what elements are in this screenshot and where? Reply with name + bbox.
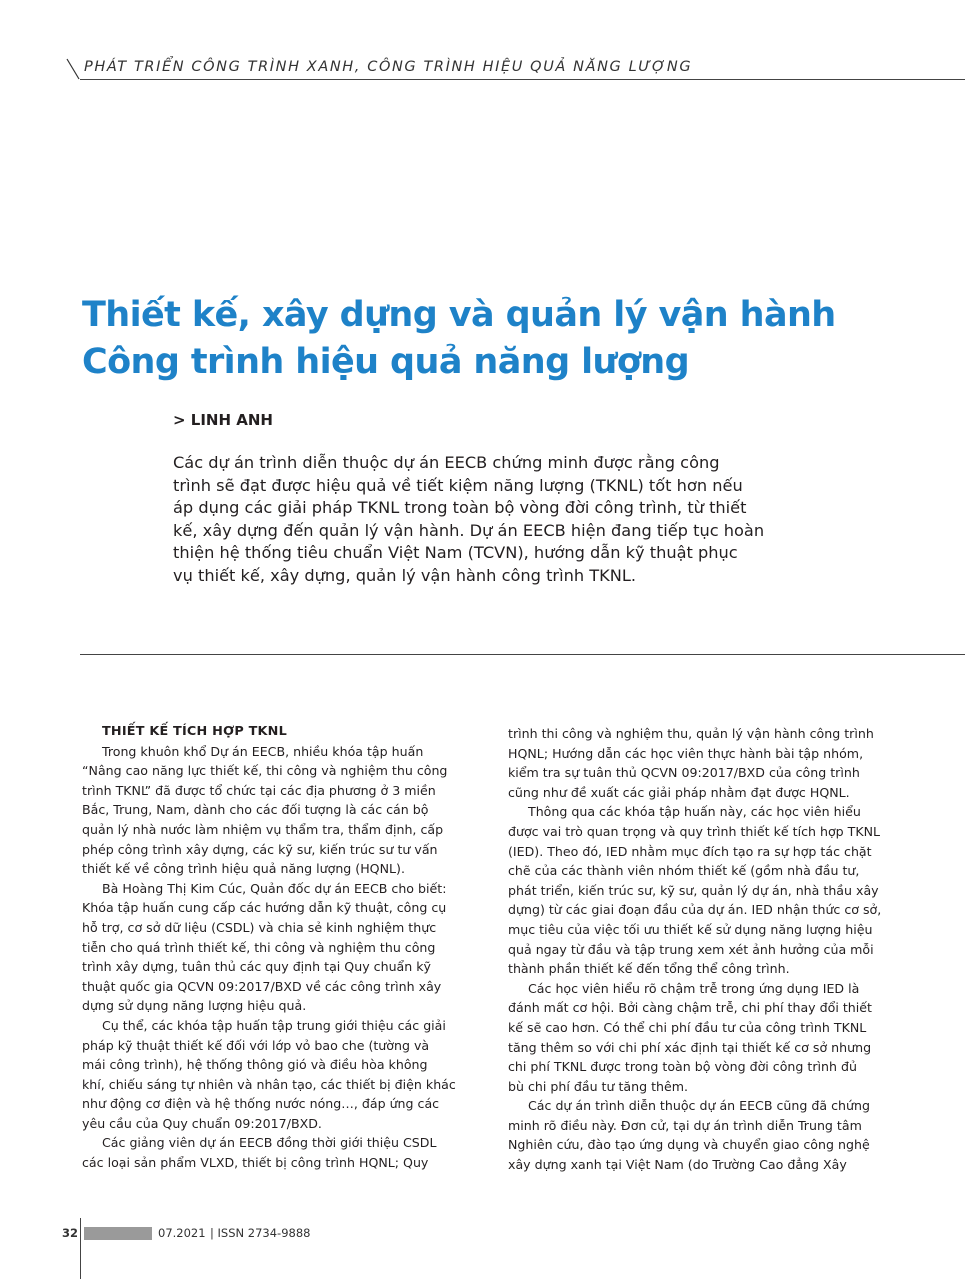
body-line: cũng như đề xuất các giải pháp nhằm đạt được HQNL. [508,784,850,800]
body-line: bù chi phí đầu tư tăng thêm. [508,1078,689,1094]
article-title [82,292,942,386]
body-line: quả ngay từ đầu và tập trung xem xét ảnh hưởng của mỗi [508,941,874,957]
body-line: HQNL; Hướng dẫn các học viên thực hành bài tập nhóm, [508,745,864,761]
title-line: Thiết kế, xây dựng và quản lý vận hành [82,295,836,335]
lead-line: kế, xây dựng đến quản lý vận hành. Dự án EECB hiện đang tiếp tục hoàn [173,520,765,540]
body-line: Bà Hoàng Thị Kim Cúc, Quản đốc dự án EECB cho biết: [102,880,447,896]
lead-line: trình sẽ đạt được hiệu quả về tiết kiệm năng lượng (TKNL) tốt hơn nếu [173,475,743,495]
body-line: các loại sản phẩm VLXD, thiết bị công trình HQNL; Quy [82,1155,429,1171]
section-heading: THIẾT KẾ TÍCH HỢP TKNL [102,724,287,739]
body-line: thuật quốc gia QCVN 09:2017/BXD về các công trình xây [82,978,442,994]
body-line: chẽ của các thành viên nhóm thiết kế (gồm nhà đầu tư, [508,863,860,879]
body-line: Thông qua các khóa tập huấn này, các học viên hiểu [528,804,861,820]
body-line: Bắc, Trung, Nam, dành cho các đối tượng là các cán bộ [82,802,429,818]
body-line: kế sẽ cao hơn. Có thể chi phí đầu tư của công trình TKNL [508,1019,867,1035]
body-line: (IED). Theo đó, IED nhằm mục đích tạo ra sự hợp tác chặt [508,843,872,859]
body-line: được vai trò quan trọng và quy trình thiết kế tích hợp TKNL [508,823,881,839]
body-line: Nghiên cứu, đào tạo ứng dụng và chuyển giao công nghệ [508,1137,870,1153]
body-line: phát triển, kiến trúc sư, kỹ sư, quản lý dự án, nhà thầu xây [508,882,879,898]
body-line: Cụ thể, các khóa tập huấn tập trung giới thiệu các giải [102,1017,446,1033]
body-line: trình TKNL” đã được tổ chức tại các địa phương ở 3 miền [82,782,436,798]
header-slash-mark [66,58,80,80]
body-line: thành phần thiết kế đến tổng thể công trình. [508,961,790,977]
body-line: Các dự án trình diễn thuộc dự án EECB cũng đã chứng [528,1098,870,1114]
body-line: đánh mất cơ hội. Bởi càng chậm trễ, chi phí thay đổi thiết [508,1000,872,1016]
body-line: tăng thêm so với chi phí xác định tại thiết kế cơ sở nhưng [508,1039,872,1055]
body-line: như động cơ điện và hệ thống nước nóng…, đáp ứng các [82,1096,440,1112]
body-line: trình xây dựng, tuân thủ các quy định tại Quy chuẩn kỹ [82,959,431,975]
body-line: thiết kế về công trình hiệu quả năng lượng (HQNL). [82,861,405,877]
author-byline: > LINH ANH [173,411,273,429]
body-line: Trong khuôn khổ Dự án EECB, nhiều khóa tập huấn [102,743,424,759]
body-line: phép công trình xây dựng, các kỹ sư, kiến trúc sư tư vấn [82,841,438,857]
lead-paragraph [173,452,813,588]
body-line: mái công trình), hệ thống thông gió và điều hòa không [82,1057,428,1073]
body-line: tiễn cho quá trình thiết kế, thi công và nghiệm thu công [82,939,436,955]
header-rule [80,79,965,80]
lead-line: thiện hệ thống tiêu chuẩn Việt Nam (TCVN), hướng dẫn kỹ thuật phục [173,543,738,563]
body-line: mục tiêu của việc tối ưu thiết kế sử dụng năng lượng hiệu [508,921,873,937]
body-line: khí, chiếu sáng tự nhiên và nhân tạo, các thiết bị điện khác [82,1076,456,1092]
body-line: xây dựng xanh tại Việt Nam (do Trường Cao đẳng Xây [508,1157,847,1173]
body-line: Các học viên hiểu rõ chậm trễ trong ứng dụng IED là [528,980,860,996]
section-divider [80,654,965,655]
body-line: dựng) từ các giai đoạn đầu của dự án. IED nhận thức cơ sở, [508,902,882,918]
body-line: dựng sử dụng năng lượng hiệu quả. [82,998,307,1014]
body-line: yêu cầu của Quy chuẩn 09:2017/BXD. [82,1115,322,1131]
body-line: Khóa tập huấn cung cấp các hướng dẫn kỹ thuật, công cụ [82,900,447,916]
body-line: kiểm tra sự tuân thủ QCVN 09:2017/BXD của công trình [508,765,860,781]
lead-line: áp dụng các giải pháp TKNL trong toàn bộ vòng đời công trình, từ thiết [173,498,747,518]
page-number: 32 [62,1226,79,1240]
body-line: quản lý nhà nước làm nhiệm vụ thẩm tra, thẩm định, cấp [82,821,444,837]
magazine-logo-bar [84,1227,152,1240]
running-header: PHÁT TRIỂN CÔNG TRÌNH XANH, CÔNG TRÌNH HIỆU QUẢ NĂNG LƯỢNG [84,59,693,75]
issue-date: 07.2021 [158,1226,206,1240]
lead-line: Các dự án trình diễn thuộc dự án EECB chứng minh được rằng công [173,453,720,472]
body-line: chi phí TKNL được trong toàn bộ vòng đời công trình đủ [508,1059,857,1075]
body-column-left [82,722,457,1173]
body-line: trình thi công và nghiệm thu, quản lý vận hành công trình [508,726,874,741]
body-line: Các giảng viên dự án EECB đồng thời giới thiệu CSDL [102,1135,437,1151]
title-line: Công trình hiệu quả năng lượng [82,342,690,382]
body-line: “Nâng cao năng lực thiết kế, thi công và nghiệm thu công [82,763,448,779]
body-line: minh rõ điều này. Đơn cử, tại dự án trình diễn Trung tâm [508,1117,862,1133]
issn-number: | ISSN 2734-9888 [210,1226,311,1240]
body-line: hỗ trợ, cơ sở dữ liệu (CSDL) và chia sẻ kinh nghiệm thực [82,919,437,935]
body-line: pháp kỹ thuật thiết kế đối với lớp vỏ bao che (tường và [82,1037,430,1053]
lead-line: vụ thiết kế, xây dựng, quản lý vận hành công trình TKNL. [173,565,637,585]
body-column-right [508,724,907,1175]
footer-vertical-rule [80,1218,81,1279]
